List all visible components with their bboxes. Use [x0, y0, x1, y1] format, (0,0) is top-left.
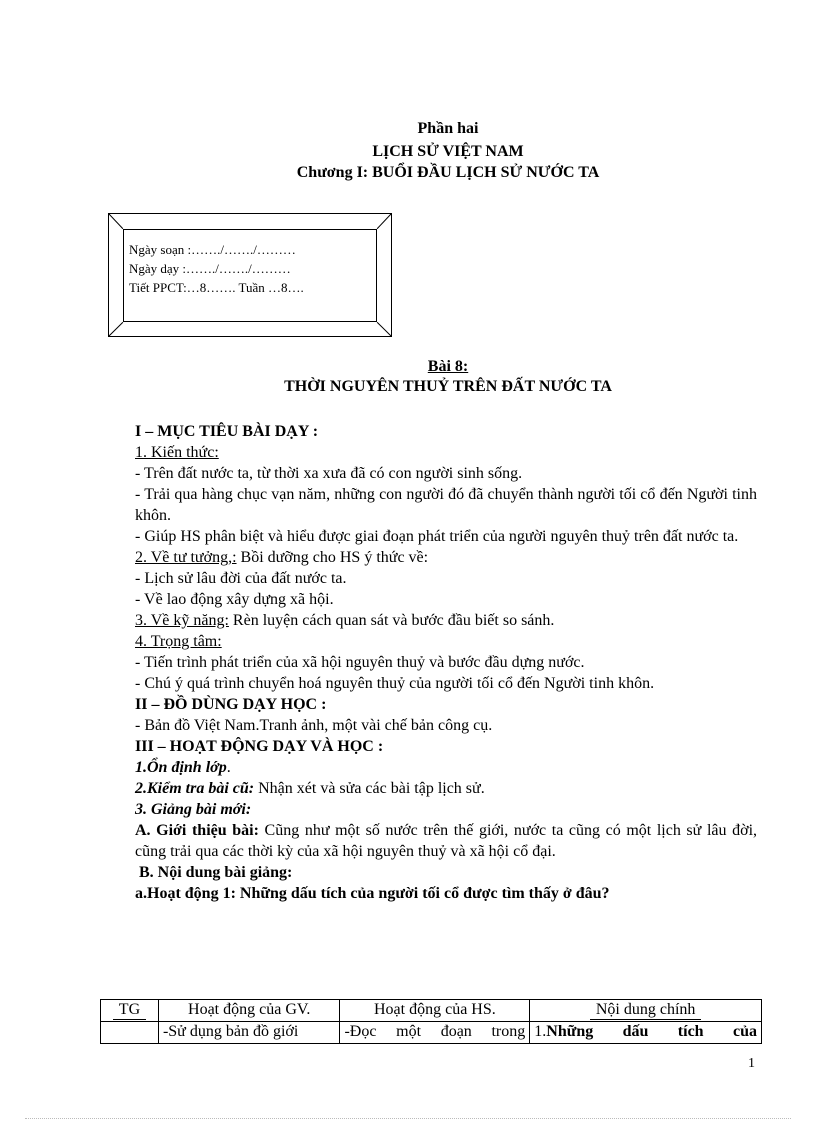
subject-title: LỊCH SỬ VIỆT NAM: [372, 143, 524, 160]
step-new-lesson: 3. Giảng bài mới:: [135, 801, 252, 818]
content-word: của: [732, 1023, 757, 1040]
table-row: [101, 1022, 762, 1044]
header-content: Nội dung chính: [590, 1001, 702, 1020]
step-stabilize: [135, 757, 757, 778]
lesson-number: Bài 8:: [427, 358, 469, 375]
focus-item: - Chú ý quá trình chuyển hoá nguyên thuỷ của người tối cổ đến Người tinh khôn.: [135, 675, 655, 692]
knowledge-item: - Trên đất nước ta, từ thời xa xưa đã có con người sinh sống.: [135, 465, 523, 482]
step-review-text: Nhận xét và sửa các bài tập lịch sử.: [254, 780, 485, 797]
intro-paragraph: [135, 820, 757, 862]
step-review-label: 2.Kiểm tra bài cũ:: [135, 780, 255, 797]
header-tg: TG: [113, 1001, 146, 1020]
header-student: Hoạt động của HS.: [373, 1001, 496, 1018]
skill-line: [135, 610, 757, 631]
section-objectives-heading: I – MỤC TIÊU BÀI DẠY :: [135, 423, 319, 440]
section-materials-heading: II – ĐỒ DÙNG DẠY HỌC :: [135, 696, 327, 713]
materials-item: - Bản đồ Việt Nam.Tranh ảnh, một vài chế bản công cụ.: [135, 717, 493, 734]
table-cell-tg: [101, 1022, 159, 1044]
header-teacher: Hoạt động của GV.: [188, 1001, 311, 1018]
step-stabilize-label: 1.Ổn định lớp: [135, 759, 227, 776]
teach-date: Ngày dạy :……./……./………: [129, 261, 291, 276]
chapter-title: Chương I: BUỔI ĐẦU LỊCH SỬ NƯỚC TA: [296, 164, 600, 181]
attitude-item: - Lịch sử lâu đời của đất nước ta.: [135, 570, 347, 587]
skill-label: 3. Về kỹ năng:: [135, 612, 229, 629]
lesson-body: [135, 421, 757, 904]
knowledge-item: - Giúp HS phân biệt và hiểu được giai đoạn phát triển của người nguyên thuỷ trên đất nước ta.: [135, 528, 739, 545]
page-bottom-divider: [25, 1118, 791, 1119]
attitude-text: Bồi dưỡng cho HS ý thức về:: [236, 549, 429, 566]
table-cell-student: -Đọc một đoạn trong: [340, 1022, 530, 1044]
lesson-title: THỜI NGUYÊN THUỶ TRÊN ĐẤT NƯỚC TA: [284, 378, 612, 395]
table-cell-teacher: -Sử dụng bản đồ giới: [158, 1022, 340, 1044]
focus-item: - Tiến trình phát triển của xã hội nguyên thuỷ và bước đầu dựng nước.: [135, 654, 585, 671]
table-header-cell: [158, 1000, 340, 1022]
content-prefix: 1.: [534, 1023, 547, 1040]
part-title: Phần hai: [417, 120, 479, 137]
table-header-row: [101, 1000, 762, 1022]
attitude-label: 2. Về tư tưởng,:: [135, 549, 237, 566]
step-review: [135, 778, 757, 799]
content-word: dấu: [622, 1023, 649, 1040]
section-activities-heading: III – HOẠT ĐỘNG DẠY VÀ HỌC :: [135, 738, 384, 755]
table-header-cell: [530, 1000, 762, 1022]
period-week: Tiết PPCT:…8……. Tuần …8….: [129, 280, 304, 295]
attitude-item: - Về lao động xây dựng xã hội.: [135, 591, 334, 608]
knowledge-label: 1. Kiến thức:: [135, 444, 219, 461]
knowledge-item: - Trải qua hàng chục vạn năm, những con người đó đã chuyển thành người tối cổ đến Người tinh khôn.: [135, 486, 757, 524]
content-heading: B. Nội dung bài giảng:: [135, 864, 293, 881]
intro-text: Cũng như một số nước trên thế giới, nước ta cũng có một lịch sử lâu đời, cũng trải qua các thời kỳ của xã hội nguyên thuỷ và xã hội cổ đại.: [135, 822, 758, 860]
intro-label: A. Giới thiệu bài:: [135, 822, 259, 839]
table-cell-content: [530, 1022, 762, 1044]
activity-1-heading: a.Hoạt động 1: Những dấu tích của người tối cổ được tìm thấy ở đâu?: [135, 885, 610, 902]
skill-text: Rèn luyện cách quan sát và bước đầu biết so sánh.: [228, 612, 555, 629]
focus-label: 4. Trọng tâm:: [135, 633, 222, 650]
step-stabilize-end: .: [226, 759, 231, 776]
table-header-cell: [340, 1000, 530, 1022]
page-number: 1: [748, 1056, 755, 1071]
lesson-plan-table: [100, 999, 762, 1044]
table-header-cell: [101, 1000, 159, 1022]
content-word: tích: [677, 1023, 704, 1040]
content-word: Những: [546, 1023, 594, 1040]
prep-date: Ngày soạn :……./……./………: [129, 242, 296, 257]
attitude-line: [135, 547, 757, 568]
